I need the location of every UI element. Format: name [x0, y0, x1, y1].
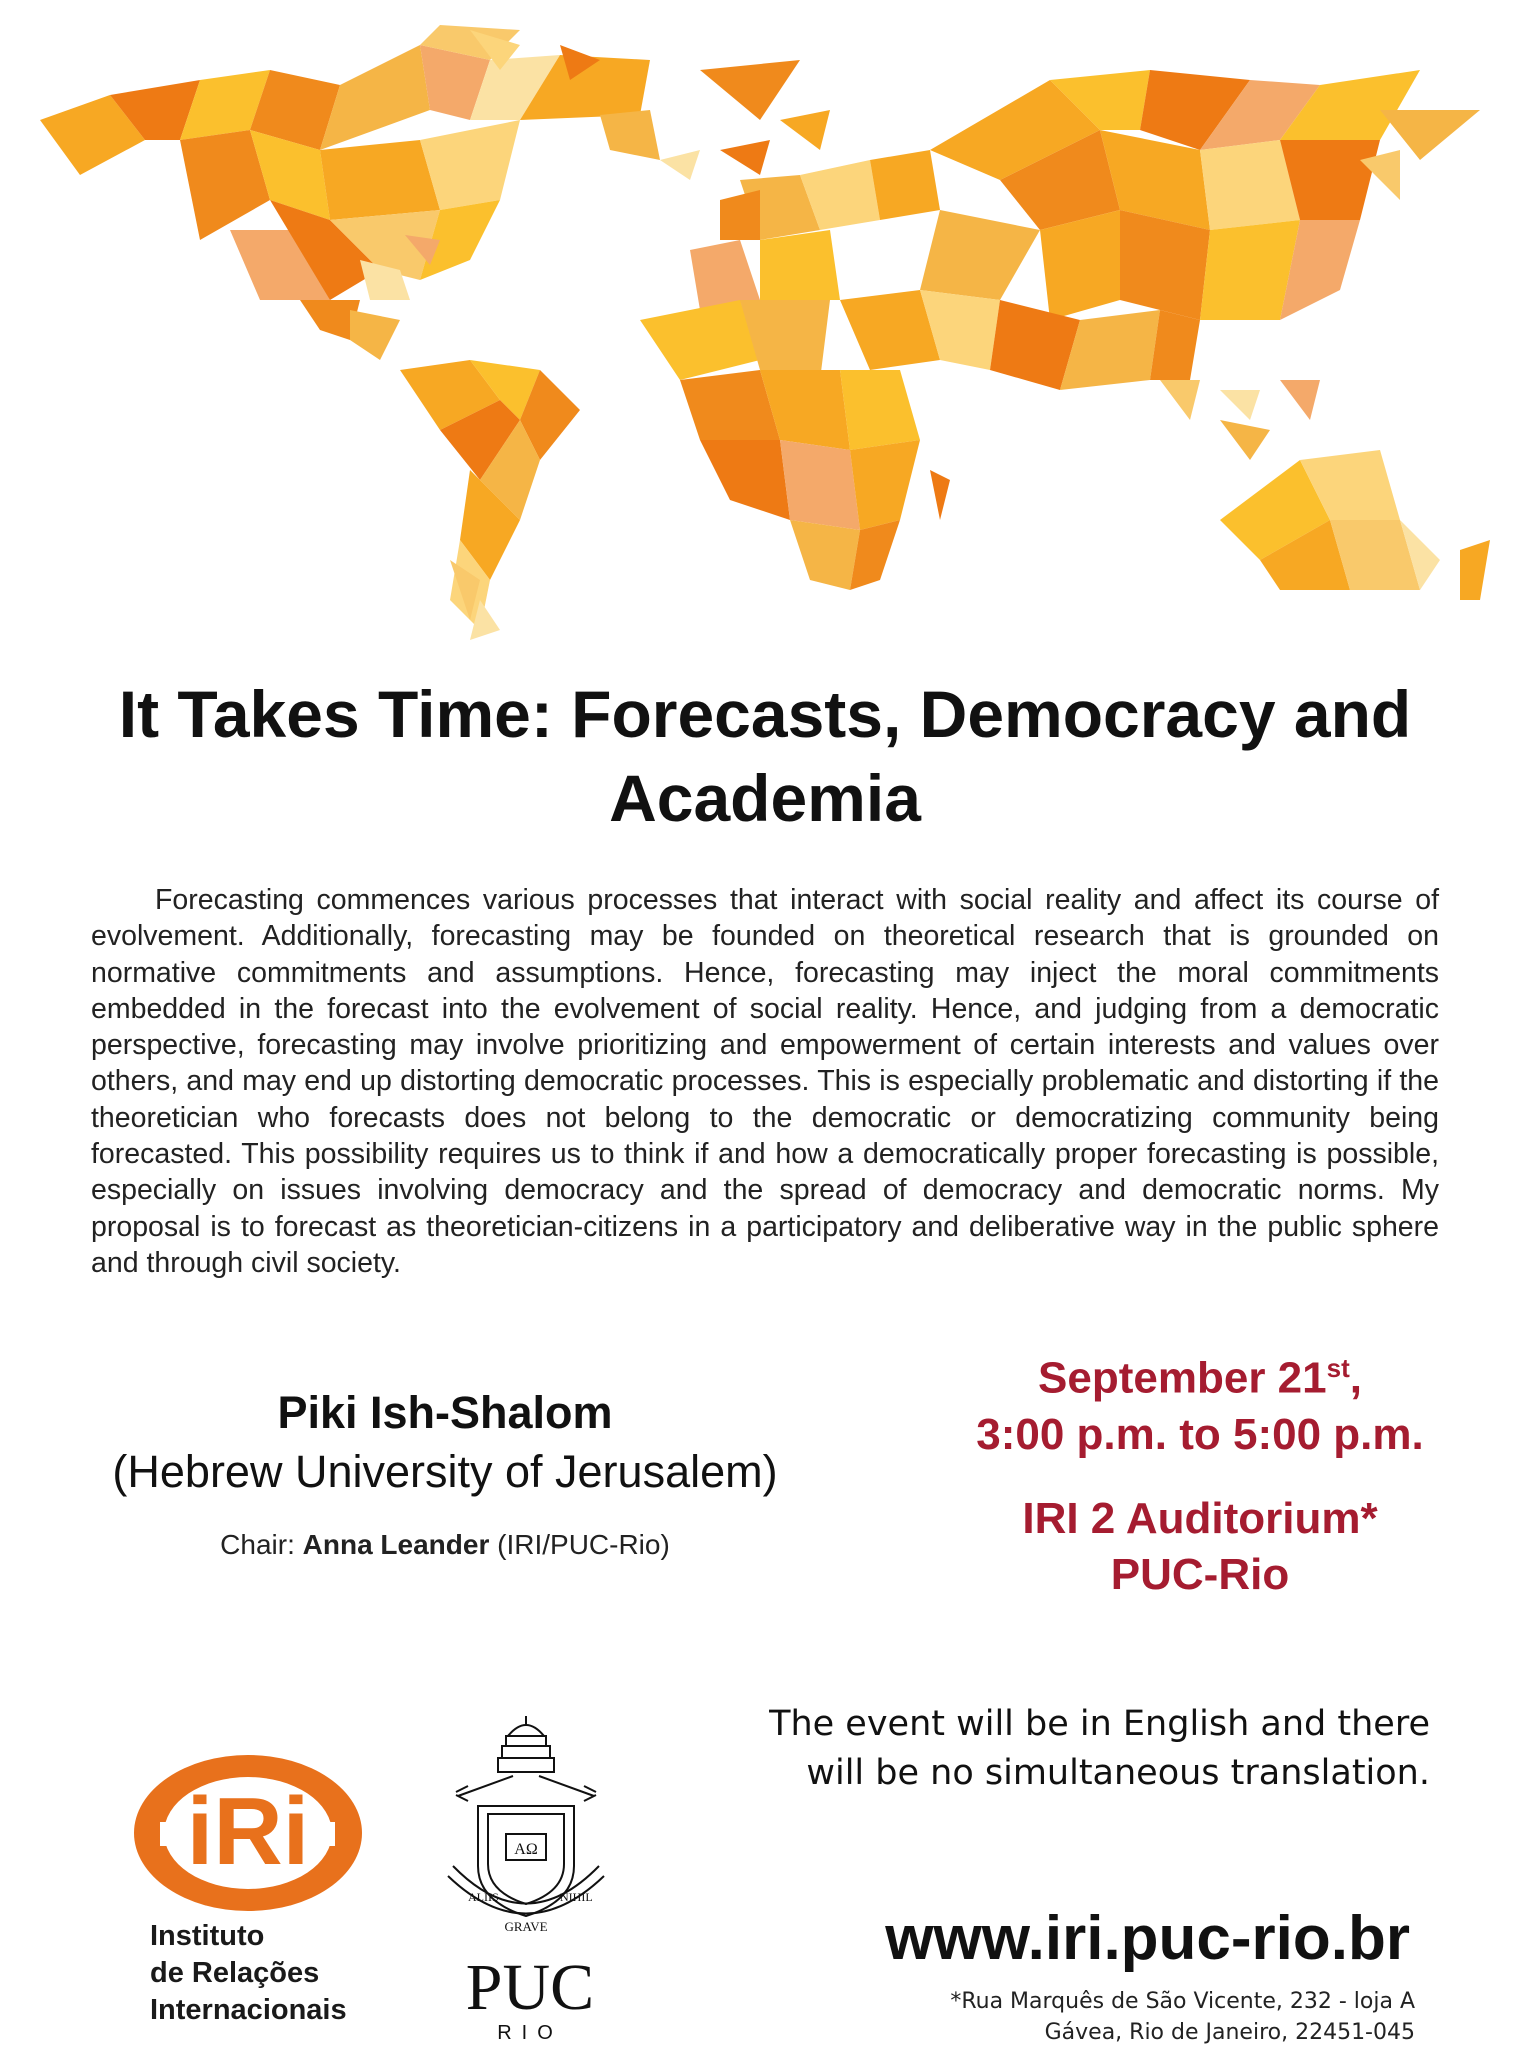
event-title: It Takes Time: Forecasts, Democracy and Academia [118, 677, 1412, 835]
iri-logo [130, 1752, 365, 1914]
chair-label: Chair: [220, 1529, 295, 1560]
event-time: 3:00 p.m. to 5:00 p.m. [976, 1409, 1424, 1459]
event-date-suffix: st [1326, 1353, 1350, 1383]
iri-name-line1: Instituto [150, 1920, 265, 1952]
puc-logo-name: PUC [465, 1951, 595, 2024]
crest-banner-text: GRAVE [504, 1919, 548, 1934]
crest-book-text: AΩ [514, 1841, 538, 1858]
event-date-text: September 21 [1038, 1353, 1327, 1403]
event-abstract: Forecasting commences various processes that interact with social reality and affect its course of evolvement. Additionally, forecasting may be founded on theoretical research that is grounded on normative commitments and assumptions. Hence, forecasting may inject the moral commitments embedded in the forecast into the evolvement of social reality. Hence, and judging from a democratic perspective, forecasting may involve prioritizing and empowerment of certain interests and values over others, and may end up distorting democratic processes. This is especially problematic and distorting if the theoretician who forecasts does not belong to the democratic or democratizing community being forecasted. This possibility requires us to think if and how a democratically proper forecasting is possible, especially on issues involving democracy and the spread of democracy and democratic norms. My proposal is to forecast as theoretician-citizens in a participatory and deliberative way in the public sphere and through civil society. [91, 884, 1439, 1279]
iri-institution-name [150, 1918, 410, 2029]
event-date [900, 1340, 1500, 1407]
venue-line2: PUC-Rio [1110, 1549, 1290, 1599]
speaker-affiliation: (Hebrew University of Jerusalem) [112, 1446, 778, 1497]
address-line2: Gávea, Rio de Janeiro, 22451-045 [1044, 2020, 1415, 2045]
event-date-comma: , [1349, 1353, 1362, 1403]
chair-line [60, 1525, 830, 1565]
event-venue [900, 1491, 1500, 1603]
world-map-illustration [0, 0, 1530, 660]
iri-logo-mark: iRi [186, 1778, 310, 1885]
speaker-block [60, 1385, 830, 1565]
chair-affiliation: (IRI/PUC-Rio) [497, 1529, 670, 1560]
language-note-line2: will be no simultaneous translation. [806, 1753, 1430, 1793]
language-note [740, 1700, 1430, 1798]
address-line1: *Rua Marquês de São Vicente, 232 - loja A [950, 1989, 1415, 2014]
language-note-line1: The event will be in English and there [769, 1704, 1430, 1744]
venue-address [760, 1986, 1415, 2048]
chair-name: Anna Leander [302, 1529, 490, 1560]
puc-crest-icon [428, 1716, 624, 1956]
iri-name-line2: de Relações [150, 1957, 320, 1989]
iri-name-line3: Internacionais [150, 1994, 347, 2026]
speaker-name: Piki Ish-Shalom [277, 1387, 613, 1438]
event-details [900, 1340, 1500, 1603]
crest-motto-left: ALIIS [468, 1890, 499, 1904]
website-link[interactable]: www.iri.puc-rio.br [885, 1904, 1410, 1973]
venue-line1: IRI 2 Auditorium* [1022, 1493, 1378, 1543]
puc-logo-sub: RIO [497, 2022, 563, 2044]
crest-motto-right: NIHIL [560, 1890, 593, 1904]
